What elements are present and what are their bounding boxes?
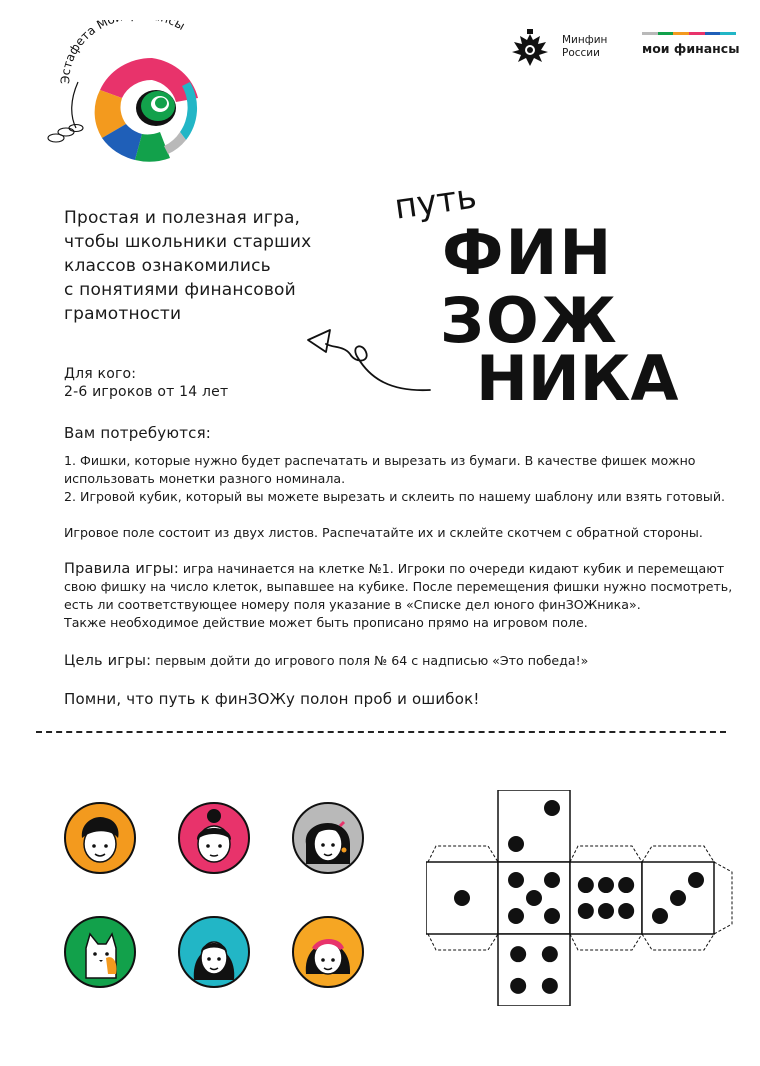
goal-label: Цель игры: [64,653,152,669]
goal-line [64,652,724,670]
need-item2: 2. Игровой кубик, который вы можете вырезать и склеить по нашему шаблону или взять готовый. [64,489,726,504]
title-line2: ЗОЖ [440,284,619,357]
intro-line: Простая и полезная игра, [64,208,301,228]
dice-pip [670,890,686,906]
goal-text: первым дойти до игрового поля № 64 с надписью «Это победа!» [151,653,589,668]
dice-face [498,934,570,1006]
arrow-doodle-icon [300,318,440,398]
girl-bun-avatar [178,802,250,874]
boy-avatar [64,802,136,874]
intro-line: классов ознакомились [64,256,271,276]
for-whom-text: 2-6 игроков от 14 лет [64,384,229,400]
for-whom-title: Для кого: [64,366,137,382]
dice-pip [542,978,558,994]
dice-pip [544,872,560,888]
rules-line1 [64,560,724,578]
minfin-line1: Минфин [562,34,608,46]
intro-text [64,206,384,326]
title-line1: ФИН [442,216,614,289]
rules-line3: есть ли соответствующее номеру поля указание в «Списке дел юного финЗОЖника». [64,597,641,612]
dice-pip [598,903,614,919]
dice-pip [652,908,668,924]
minfin-line2: России [562,47,600,59]
dice-pip [542,946,558,962]
motto-text: Помни, что путь к финЗОЖу полон проб и ошибок! [64,690,480,708]
dice-pip [454,890,470,906]
dice-pip [618,877,634,893]
dice-face [498,790,570,862]
girl-curly-avatar [292,802,364,874]
dice-pip [578,903,594,919]
relay-logo [40,20,220,170]
cut-line [36,731,726,733]
eagle-emblem-icon [508,26,552,70]
intro-line: грамотности [64,304,182,324]
dice-pip [578,877,594,893]
dice-pip [508,836,524,852]
dice-template [426,790,738,1006]
need-item1-line1: 1. Фишки, которые нужно будет распечатать и вырезать из бумаги. В качестве фишек можно [64,453,696,468]
dice-pip [544,908,560,924]
brand-stripe [642,32,736,35]
dice-pip [508,872,524,888]
rules-line4: Также необходимое действие может быть прописано прямо на игровом поле. [64,615,588,630]
dice-net [426,790,738,1006]
title-line3: НИКА [476,342,679,415]
girl-longhair-avatar [178,916,250,988]
dice-pip [510,946,526,962]
rules-text: игра начинается на клетке №1. Игроки по очереди кидают кубик и перемещают [178,561,725,576]
need-title: Вам потребуются: [64,424,212,442]
rules-line2: свою фишку на число клеток, выпавшее на кубике. После перемещения фишки нужно посмотреть, [64,579,733,594]
dice-pip [526,890,542,906]
moi-finansy-logo [640,32,740,62]
dice-face [570,862,642,934]
girl-headband-avatar [292,916,364,988]
rules-label: Правила игры: [64,561,179,577]
dice-pip [688,872,704,888]
intro-line: с понятиями финансовой [64,280,296,300]
cat-avatar [64,916,136,988]
minfin-logo [508,26,628,70]
relay-logo-graphic [40,20,220,170]
dice-pip [508,908,524,924]
dice-pip [598,877,614,893]
relay-logo-text: Эстафета М сы [58,20,188,85]
dice-pip [544,800,560,816]
field-text: Игровое поле состоит из двух листов. Распечатайте их и склейте скотчем с обратной стороны. [64,525,703,540]
intro-line: чтобы школьники старших [64,232,312,252]
moi-finansy-text: мои финансы [642,41,740,56]
dice-pip [510,978,526,994]
title-put: путь [392,176,479,228]
need-item1-line2: использовать монетки разного номинала. [64,471,346,486]
dice-pip [618,903,634,919]
